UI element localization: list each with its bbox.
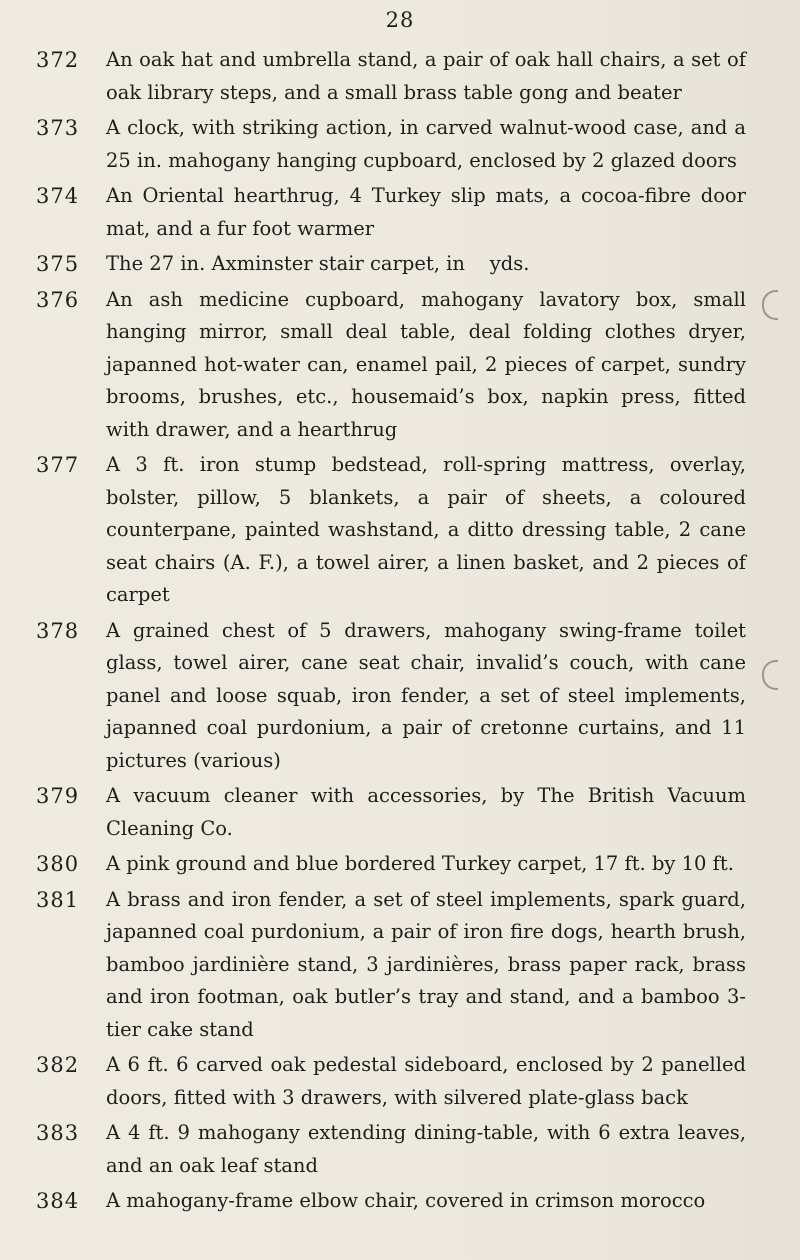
- lot-description: A 6 ft. 6 carved oak pedestal sideboard, enclosed by 2 panelled doors, fitted with 3 drawers, with silvered plate-glass back: [106, 1053, 746, 1109]
- lot-description: A clock, with striking action, in carved walnut-wood case, and a 25 in. mahogany hanging cupboard, enclosed by 2 glazed doors: [106, 116, 746, 172]
- lot-description: A 4 ft. 9 mahogany extending dining-table, with 6 extra leaves, and an oak leaf stand: [106, 1121, 746, 1177]
- lot-description: A pink ground and blue bordered Turkey carpet, 17 ft. by 10 ft.: [106, 852, 734, 875]
- lot-number: 377: [36, 453, 80, 477]
- lot-number: 384: [36, 1189, 80, 1213]
- lot-number: 381: [36, 887, 80, 912]
- lot-entry: [0, 1049, 800, 1114]
- lot-number: 382: [36, 1053, 80, 1077]
- lot-description: A brass and iron fender, a set of steel implements, spark guard, japanned coal purdonium, a pair of iron fire dogs, hearth brush, bamboo jardinière stand, 3 jardinières, brass paper rack, brass and iron footman, oak butler’s tray and stand, and a bamboo 3-tier cake stand: [106, 887, 746, 1041]
- lot-number: 383: [36, 1121, 80, 1145]
- lot-entry: [0, 248, 800, 281]
- lot-entry: [0, 44, 800, 109]
- lot-entry: [0, 884, 800, 1047]
- lot-entry: [0, 112, 800, 177]
- lot-description: An ash medicine cupboard, mahogany lavatory box, small hanging mirror, small deal table, deal folding clothes dryer, japanned hot-water can, enamel pail, 2 pieces of carpet, sundry brooms, brushes, etc., housemaid’s box, napkin press, fitted with drawer, and a hearthrug: [106, 287, 746, 441]
- lot-entry: [0, 1185, 800, 1218]
- lot-number: 378: [36, 618, 80, 643]
- lot-number: 380: [36, 852, 80, 876]
- lot-description: A vacuum cleaner with accessories, by The British Vacuum Cleaning Co.: [106, 784, 746, 840]
- lot-entry: [0, 180, 800, 245]
- lot-description: A mahogany-frame elbow chair, covered in crimson morocco: [106, 1189, 706, 1212]
- lot-entry: [0, 780, 800, 845]
- lot-number: 374: [36, 184, 80, 208]
- lot-number: 376: [36, 287, 80, 312]
- lot-number: 379: [36, 784, 80, 808]
- lot-description: A 3 ft. iron stump bedstead, roll-spring mattress, overlay, bolster, pillow, 5 blankets, a pair of sheets, a coloured counterpane, painted washstand, a ditto dressing table, 2 cane seat chairs (A. F.), a towel airer, a linen basket, and 2 pieces of carpet: [106, 453, 746, 606]
- lot-list: [0, 44, 800, 1221]
- lot-number: 375: [36, 252, 80, 276]
- lot-entry: [0, 284, 800, 447]
- lot-entry: [0, 1117, 800, 1182]
- lot-description: The 27 in. Axminster stair carpet, in yds.: [106, 252, 530, 275]
- lot-entry: [0, 615, 800, 778]
- lot-description: An Oriental hearthrug, 4 Turkey slip mats, a cocoa-fibre door mat, and a fur foot warmer: [106, 184, 746, 240]
- lot-number: 373: [36, 116, 80, 140]
- lot-description: An oak hat and umbrella stand, a pair of oak hall chairs, a set of oak library steps, and a small brass table gong and beater: [106, 48, 746, 104]
- page-number: 28: [385, 8, 415, 32]
- lot-number: 372: [36, 48, 80, 72]
- lot-entry: [0, 848, 800, 881]
- lot-description: A grained chest of 5 drawers, mahogany swing-frame toilet glass, towel airer, cane seat chair, invalid’s couch, with cane panel and loose squab, iron fender, a set of steel implements, japanned coal purdonium, a pair of cretonne curtains, and 11 pictures (various): [106, 618, 746, 772]
- lot-entry: [0, 449, 800, 612]
